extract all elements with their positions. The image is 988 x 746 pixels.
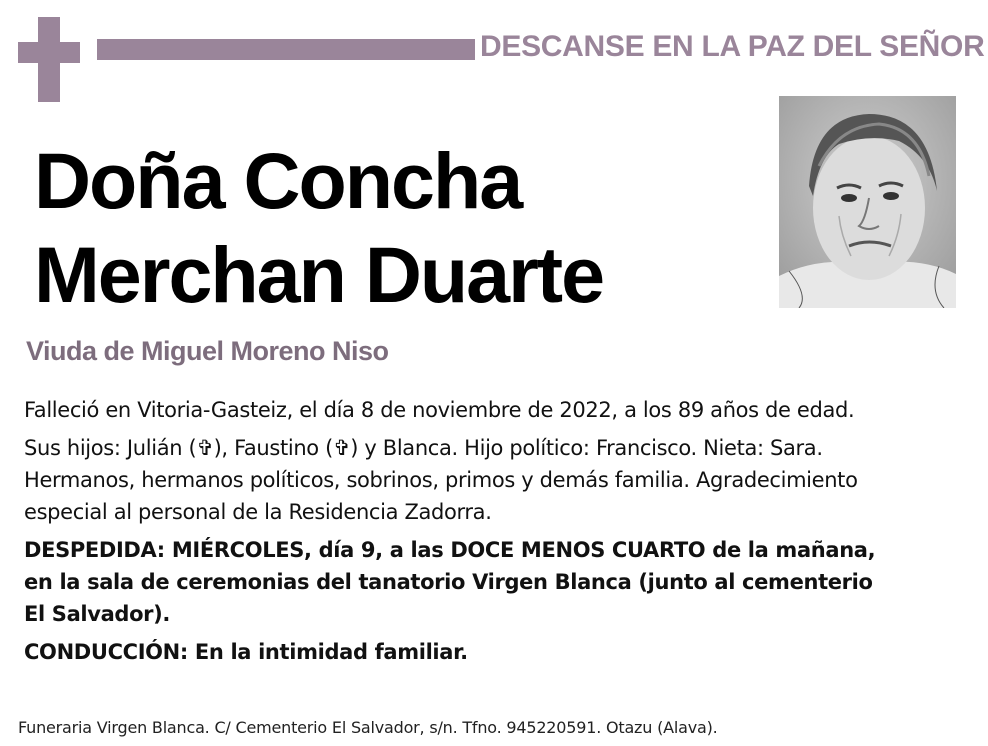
- family-list: Sus hijos: Julián (✞), Faustino (✞) y Blanca. Hijo político: Francisco. Nieta: Sara. Hermanos, hermanos políticos, sobrinos, primos y demás familia. Agradecimiento especial al personal de la Residencia Zadorra.: [24, 436, 858, 524]
- latin-cross-icon: [18, 17, 80, 102]
- name-line-2: Merchan Duarte: [34, 230, 604, 319]
- death-notice: Falleció en Vitoria-Gasteiz, el día 8 de noviembre de 2022, a los 89 años de edad.: [24, 398, 855, 422]
- header-band: [97, 39, 475, 60]
- procession-details: CONDUCCIÓN: En la intimidad familiar.: [24, 640, 468, 664]
- funeral-home-footer: Funeraria Virgen Blanca. C/ Cementerio El Salvador, s/n. Tfno. 945220591. Otazu (Alava).: [18, 718, 718, 737]
- page-heading: DESCANSE EN LA PAZ DEL SEÑOR: [480, 30, 985, 63]
- deceased-name: [34, 134, 603, 322]
- portrait-photo: [779, 96, 956, 308]
- name-line-1: Doña Concha: [34, 136, 522, 225]
- obituary-body: [24, 394, 964, 676]
- widow-subtitle: Viuda de Miguel Moreno Niso: [26, 336, 389, 366]
- farewell-details: DESPEDIDA: MIÉRCOLES, día 9, a las DOCE MENOS CUARTO de la mañana, en la sala de ceremonias del tanatorio Virgen Blanca (junto al cementerio El Salvador).: [24, 538, 876, 626]
